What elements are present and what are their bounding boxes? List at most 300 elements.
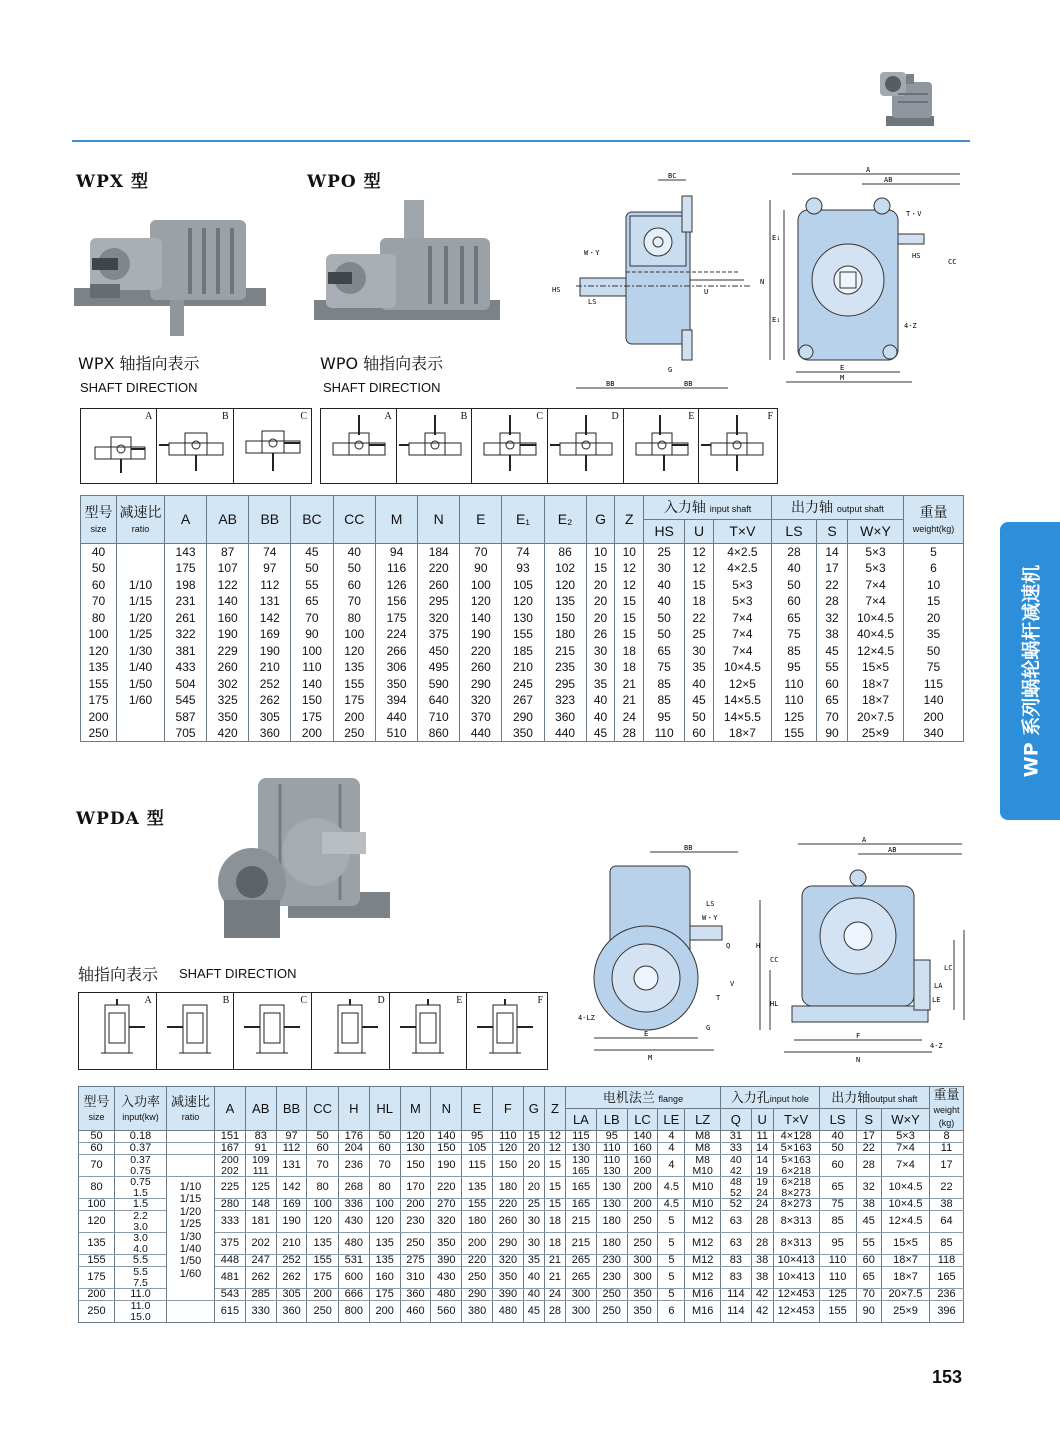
cell-line: M10 bbox=[691, 1198, 714, 1211]
cell-line: 42 bbox=[730, 1164, 742, 1177]
dim-label: M bbox=[840, 374, 845, 382]
table-cell: 260 bbox=[492, 1211, 523, 1233]
table-cell: 440 bbox=[376, 709, 418, 726]
dim-label: E bbox=[644, 1030, 649, 1038]
dim-label: BC bbox=[668, 172, 677, 180]
table-cell: 70 bbox=[460, 544, 502, 561]
cell-line: 215 bbox=[571, 1215, 591, 1228]
table-cell bbox=[751, 1301, 773, 1323]
table-cell: 175 bbox=[376, 610, 418, 627]
table-cell: 45 bbox=[523, 1301, 544, 1323]
table-cell: 135 bbox=[333, 659, 376, 676]
col-tv: T×V bbox=[773, 1109, 819, 1131]
table-cell bbox=[627, 1143, 658, 1155]
table-cell: 215 bbox=[544, 643, 586, 660]
table-cell: 18 bbox=[544, 1211, 565, 1233]
cell-line: 114 bbox=[727, 1288, 745, 1301]
table-cell: 40 bbox=[81, 544, 117, 561]
table-cell: 155 bbox=[771, 725, 816, 742]
table-cell: 135 bbox=[81, 659, 117, 676]
header-cn: 型号 bbox=[83, 1093, 110, 1109]
table-cell: 40 bbox=[523, 1267, 544, 1289]
table-cell: 200 bbox=[307, 1289, 338, 1301]
cell-line: 300 bbox=[571, 1288, 591, 1301]
table-cell bbox=[685, 1199, 721, 1211]
wpx-wpo-spec-table bbox=[80, 495, 964, 742]
table-cell: 95 bbox=[644, 709, 685, 726]
direction-letter: A bbox=[145, 411, 153, 422]
table-cell: 323 bbox=[544, 692, 586, 709]
wpx-direction-b bbox=[157, 409, 233, 483]
table-cell bbox=[596, 1155, 627, 1177]
col-bc: BC bbox=[291, 496, 333, 544]
table-cell: 156 bbox=[376, 593, 418, 610]
table-cell: 175 bbox=[307, 1267, 338, 1289]
table-cell: 7×4 bbox=[713, 626, 771, 643]
table-cell bbox=[596, 1301, 627, 1323]
table-cell: 170 bbox=[400, 1177, 431, 1199]
table-cell: 94 bbox=[376, 544, 418, 561]
table-cell: 40 bbox=[644, 577, 685, 594]
table-row bbox=[81, 544, 964, 561]
table-cell: 350 bbox=[492, 1267, 523, 1289]
table-cell: 200 bbox=[400, 1199, 431, 1211]
table-cell bbox=[627, 1233, 658, 1255]
table-cell: 190 bbox=[431, 1155, 462, 1177]
cell-line: 350 bbox=[633, 1305, 652, 1318]
cell-line: 110 bbox=[603, 1154, 621, 1166]
table-cell: 280 bbox=[215, 1199, 246, 1211]
table-cell bbox=[751, 1143, 773, 1155]
table-cell bbox=[596, 1177, 627, 1199]
table-cell: 32 bbox=[817, 610, 848, 627]
table-cell: 190 bbox=[207, 626, 249, 643]
table-cell: 25×9 bbox=[882, 1301, 930, 1323]
table-cell bbox=[685, 1233, 721, 1255]
table-cell: 175 bbox=[291, 709, 333, 726]
table-cell: 93 bbox=[502, 560, 544, 577]
table-cell: 7×4 bbox=[713, 643, 771, 660]
table-cell: 590 bbox=[418, 676, 460, 693]
dim-label: N bbox=[760, 278, 765, 286]
table-cell: 28 bbox=[856, 1155, 881, 1177]
table-cell: 160 bbox=[369, 1267, 400, 1289]
cell-line: 1.5 bbox=[132, 1198, 149, 1211]
table-cell: 5×3 bbox=[713, 593, 771, 610]
table-cell: 10 bbox=[904, 577, 964, 594]
ratio-value: 1/60 bbox=[128, 693, 153, 707]
dim-label: G bbox=[706, 1024, 711, 1032]
col-tv: T×V bbox=[713, 520, 771, 544]
table-cell-weight: 236 bbox=[930, 1289, 964, 1301]
table-cell bbox=[773, 1199, 819, 1211]
table-cell: 116 bbox=[376, 560, 418, 577]
table-cell: 131 bbox=[276, 1155, 307, 1177]
table-cell: 262 bbox=[245, 1267, 276, 1289]
table-cell: 433 bbox=[165, 659, 207, 676]
table-cell: 4 bbox=[658, 1131, 685, 1143]
table-cell: 18×7 bbox=[882, 1255, 930, 1267]
table-cell: 83 bbox=[245, 1131, 276, 1143]
col-f: F bbox=[492, 1087, 523, 1131]
wpo-direction-c bbox=[472, 409, 548, 483]
table-cell: 110 bbox=[291, 659, 333, 676]
table-cell bbox=[115, 1233, 167, 1255]
table-cell: 10 bbox=[615, 544, 644, 561]
cell-line: 28 bbox=[756, 1215, 769, 1228]
wpx-direction-c bbox=[234, 409, 311, 483]
col-n: N bbox=[418, 496, 460, 544]
table-cell: 45 bbox=[856, 1211, 881, 1233]
table-cell: 143 bbox=[165, 544, 207, 561]
table-cell: 70 bbox=[291, 610, 333, 627]
table-cell: 285 bbox=[245, 1289, 276, 1301]
top-accent-rule bbox=[72, 140, 970, 142]
wpx-shaft-direction-diagrams bbox=[80, 408, 312, 484]
table-cell: 60 bbox=[333, 577, 376, 594]
table-cell: 200 bbox=[333, 709, 376, 726]
table-cell bbox=[596, 1289, 627, 1301]
table-cell: 28 bbox=[771, 544, 816, 561]
cell-line: 111 bbox=[252, 1164, 269, 1177]
table-cell: 140 bbox=[431, 1131, 462, 1143]
table-cell: 142 bbox=[276, 1177, 307, 1199]
cell-line: 130 bbox=[602, 1164, 621, 1177]
table-cell: 430 bbox=[431, 1267, 462, 1289]
table-cell: 110 bbox=[819, 1267, 856, 1289]
table-cell: 55 bbox=[817, 659, 848, 676]
dim-label: LA bbox=[934, 982, 943, 990]
header-en: size bbox=[90, 523, 107, 534]
table-cell: 140 bbox=[460, 610, 502, 627]
table-cell: 24 bbox=[544, 1289, 565, 1301]
table-cell: 22 bbox=[856, 1143, 881, 1155]
table-cell: 184 bbox=[418, 544, 460, 561]
table-cell: 200 bbox=[369, 1301, 400, 1323]
cell-line: 10×413 bbox=[777, 1271, 815, 1284]
table-cell: 460 bbox=[400, 1301, 431, 1323]
wpda-direction-a bbox=[79, 993, 157, 1069]
table-cell: 38 bbox=[817, 626, 848, 643]
table-cell: 150 bbox=[291, 692, 333, 709]
dim-label: T・V bbox=[906, 210, 922, 218]
cell-line: 250 bbox=[633, 1237, 652, 1250]
table-cell: 60 bbox=[771, 593, 816, 610]
table-cell: 100 bbox=[291, 643, 333, 660]
cell-line: 300 bbox=[633, 1254, 652, 1267]
table-cell: 320 bbox=[492, 1255, 523, 1267]
table-cell: 120 bbox=[369, 1211, 400, 1233]
cell-line: 140 bbox=[633, 1130, 652, 1143]
cell-line: 265 bbox=[571, 1271, 591, 1284]
table-cell: 28 bbox=[615, 725, 644, 742]
table-cell: 18×7 bbox=[713, 725, 771, 742]
col-u: U bbox=[751, 1109, 773, 1131]
table-cell: 155 bbox=[333, 676, 376, 693]
table-cell: 267 bbox=[502, 692, 544, 709]
table-cell: 250 bbox=[462, 1267, 493, 1289]
table-cell: 50 bbox=[333, 560, 376, 577]
cell-line: 5.5 bbox=[132, 1254, 149, 1267]
col-q: Q bbox=[721, 1109, 752, 1131]
table-cell-size: 175 bbox=[79, 1267, 115, 1289]
table-cell bbox=[565, 1211, 596, 1233]
dim-label: CC bbox=[770, 956, 779, 964]
col-ls: LS bbox=[819, 1109, 856, 1131]
table-cell: 65 bbox=[819, 1177, 856, 1199]
table-cell: 167 bbox=[215, 1143, 246, 1155]
header-en: input hole bbox=[769, 1093, 809, 1104]
cell-line: 8×313 bbox=[780, 1237, 812, 1250]
table-cell bbox=[565, 1267, 596, 1289]
cell-line: 160 bbox=[633, 1154, 652, 1166]
table-cell: 5 bbox=[658, 1255, 685, 1267]
table-cell: 247 bbox=[245, 1255, 276, 1267]
table-cell: 120 bbox=[502, 593, 544, 610]
table-cell bbox=[115, 1301, 167, 1323]
cell-line: 202 bbox=[221, 1164, 239, 1177]
table-cell bbox=[245, 1155, 276, 1177]
cell-line: 180 bbox=[602, 1215, 621, 1228]
table-cell: 40 bbox=[523, 1289, 544, 1301]
table-cell: 420 bbox=[207, 725, 249, 742]
header-cn: 出力轴 bbox=[831, 1089, 871, 1105]
dim-label: F bbox=[856, 1032, 861, 1040]
table-cell: 180 bbox=[544, 626, 586, 643]
col-cc: CC bbox=[333, 496, 376, 544]
table-cell: 615 bbox=[215, 1301, 246, 1323]
table-cell: 70 bbox=[817, 709, 848, 726]
table-cell: 122 bbox=[207, 577, 249, 594]
table-cell bbox=[215, 1155, 246, 1177]
table-cell: 220 bbox=[462, 1255, 493, 1267]
table-cell bbox=[596, 1143, 627, 1155]
table-cell bbox=[773, 1289, 819, 1301]
table-cell bbox=[773, 1211, 819, 1233]
col-flange bbox=[565, 1087, 720, 1109]
table-cell: 135 bbox=[369, 1233, 400, 1255]
table-cell: 125 bbox=[771, 709, 816, 726]
cell-line: 11.0 bbox=[130, 1288, 151, 1301]
dim-label: E bbox=[840, 364, 845, 372]
wpo-title: WPO 型 bbox=[307, 172, 382, 192]
cell-line: 265 bbox=[571, 1254, 591, 1267]
table-cell: 6 bbox=[904, 560, 964, 577]
col-z: Z bbox=[544, 1087, 565, 1131]
ratio-value: 1/10 bbox=[128, 577, 153, 592]
table-cell: 350 bbox=[431, 1233, 462, 1255]
col-size bbox=[79, 1087, 115, 1131]
header-en: output shaft bbox=[870, 1093, 918, 1104]
cell-line: 19 bbox=[756, 1176, 768, 1188]
header-en: size bbox=[88, 1111, 105, 1122]
cell-line: 215 bbox=[571, 1237, 591, 1250]
col-le: LE bbox=[658, 1109, 685, 1131]
col-g: G bbox=[523, 1087, 544, 1131]
table-cell: 330 bbox=[245, 1301, 276, 1323]
table-cell: 85 bbox=[644, 676, 685, 693]
table-cell bbox=[773, 1267, 819, 1289]
table-cell-size: 200 bbox=[79, 1289, 115, 1301]
wpo-shaft-direction-diagrams bbox=[320, 408, 778, 484]
table-cell-size: 50 bbox=[79, 1131, 115, 1143]
ratio-value: 1/20 bbox=[128, 610, 153, 625]
table-cell: 705 bbox=[165, 725, 207, 742]
table-cell: 169 bbox=[276, 1199, 307, 1211]
col-ab: AB bbox=[207, 496, 249, 544]
table-row bbox=[79, 1143, 964, 1155]
cell-line: 12×453 bbox=[777, 1288, 815, 1301]
col-s: S bbox=[817, 520, 848, 544]
dim-label: 4-Z bbox=[930, 1042, 943, 1050]
cell-line: 4.0 bbox=[133, 1242, 148, 1255]
table-cell: 250 bbox=[400, 1233, 431, 1255]
table-cell-weight: 165 bbox=[930, 1267, 964, 1289]
table-cell: 70 bbox=[369, 1155, 400, 1177]
table-cell: 50 bbox=[904, 643, 964, 660]
table-cell: 15 bbox=[615, 593, 644, 610]
table-cell: 495 bbox=[418, 659, 460, 676]
table-cell: 560 bbox=[431, 1301, 462, 1323]
table-cell: 310 bbox=[400, 1267, 431, 1289]
table-cell bbox=[627, 1301, 658, 1323]
table-cell: 20 bbox=[586, 577, 615, 594]
table-cell: 65 bbox=[856, 1267, 881, 1289]
table-cell: 45 bbox=[685, 692, 714, 709]
table-cell: 210 bbox=[249, 659, 291, 676]
col-ratio bbox=[167, 1087, 215, 1131]
table-cell: 290 bbox=[460, 676, 502, 693]
col-z: Z bbox=[615, 496, 644, 544]
cell-line: 33 bbox=[729, 1142, 742, 1155]
col-hs: HS bbox=[644, 520, 685, 544]
table-cell: 38 bbox=[856, 1199, 881, 1211]
header-en: input(kw) bbox=[122, 1111, 159, 1122]
table-cell bbox=[685, 1131, 721, 1143]
header-en: (kg) bbox=[938, 1118, 955, 1129]
table-cell: 235 bbox=[544, 659, 586, 676]
table-cell bbox=[115, 1289, 167, 1301]
table-cell: 100 bbox=[460, 577, 502, 594]
ratio-value: 1/10 bbox=[179, 1181, 202, 1193]
table-cell: 112 bbox=[276, 1143, 307, 1155]
col-e2: E₂ bbox=[544, 496, 586, 544]
table-cell bbox=[751, 1131, 773, 1143]
cell-line: 3.0 bbox=[133, 1232, 148, 1244]
table-cell: 10×4.5 bbox=[882, 1177, 930, 1199]
table-cell: 180 bbox=[492, 1177, 523, 1199]
table-cell: 155 bbox=[307, 1255, 338, 1267]
col-a: A bbox=[215, 1087, 246, 1131]
table-cell: 260 bbox=[207, 659, 249, 676]
cell-line: 42 bbox=[756, 1288, 769, 1301]
table-cell: 28 bbox=[544, 1301, 565, 1323]
table-cell: 60 bbox=[307, 1143, 338, 1155]
ratio-value: 1/50 bbox=[128, 676, 153, 691]
table-cell: 220 bbox=[431, 1177, 462, 1199]
col-u: U bbox=[685, 520, 714, 544]
cell-line: 5×163 bbox=[780, 1142, 812, 1155]
table-cell: 50 bbox=[771, 577, 816, 594]
col-e: E bbox=[460, 496, 502, 544]
table-cell bbox=[565, 1289, 596, 1301]
table-cell-ratio bbox=[167, 1155, 215, 1177]
table-cell: 10×4.5 bbox=[713, 659, 771, 676]
table-cell: 20 bbox=[523, 1155, 544, 1177]
table-cell: 12 bbox=[685, 544, 714, 561]
table-cell: 480 bbox=[338, 1233, 369, 1255]
table-cell: 95 bbox=[819, 1233, 856, 1255]
dim-label: AB bbox=[888, 846, 897, 854]
cell-line: 3.0 bbox=[133, 1220, 148, 1233]
cell-line: 63 bbox=[729, 1215, 742, 1228]
cell-line: M8 bbox=[695, 1130, 711, 1143]
table-cell: 210 bbox=[276, 1233, 307, 1255]
table-cell: 110 bbox=[819, 1255, 856, 1267]
wpda-shaft-direction-diagrams bbox=[78, 992, 548, 1070]
table-cell: 6 bbox=[658, 1301, 685, 1323]
cell-line: M8 bbox=[695, 1154, 710, 1166]
table-cell: 200 bbox=[291, 725, 333, 742]
table-cell: 105 bbox=[462, 1143, 493, 1155]
table-cell: 60 bbox=[856, 1255, 881, 1267]
table-row bbox=[81, 626, 964, 643]
cell-line: 180 bbox=[602, 1237, 621, 1250]
table-cell: 65 bbox=[291, 593, 333, 610]
cell-line: 7.5 bbox=[133, 1276, 148, 1289]
cell-line: 130 bbox=[602, 1198, 621, 1211]
table-cell bbox=[115, 1199, 167, 1211]
table-cell: 224 bbox=[376, 626, 418, 643]
table-cell bbox=[721, 1199, 752, 1211]
cell-line: M12 bbox=[691, 1254, 714, 1267]
table-cell: 15 bbox=[615, 610, 644, 627]
dim-label: LE bbox=[932, 996, 941, 1004]
series-side-tab bbox=[1000, 522, 1060, 820]
cell-line: 200 bbox=[633, 1198, 652, 1211]
table-cell: 24 bbox=[615, 709, 644, 726]
cell-line: 83 bbox=[729, 1271, 742, 1284]
cell-line: 52 bbox=[729, 1198, 742, 1211]
table-cell: 155 bbox=[502, 626, 544, 643]
table-cell: 18 bbox=[615, 659, 644, 676]
table-cell: 105 bbox=[502, 577, 544, 594]
cell-line: 6×218 bbox=[781, 1164, 811, 1177]
cell-line: 130 bbox=[571, 1142, 591, 1155]
table-cell: 125 bbox=[245, 1177, 276, 1199]
cell-line: M10 bbox=[692, 1164, 713, 1177]
table-cell bbox=[751, 1211, 773, 1233]
table-cell: 80 bbox=[81, 610, 117, 627]
table-cell: 12 bbox=[615, 560, 644, 577]
table-cell: 5×3 bbox=[713, 577, 771, 594]
wpda-gearbox-photo bbox=[214, 772, 392, 952]
dim-label: E₁ bbox=[772, 316, 781, 324]
ratio-value: 1/25 bbox=[179, 1218, 202, 1231]
table-cell: 5×3 bbox=[882, 1131, 930, 1143]
table-cell: 587 bbox=[165, 709, 207, 726]
table-cell: 60 bbox=[81, 577, 117, 594]
table-cell: 30 bbox=[644, 560, 685, 577]
table-cell bbox=[565, 1177, 596, 1199]
col-input-shaft bbox=[644, 496, 772, 520]
table-row bbox=[81, 692, 964, 709]
table-cell: 40×4.5 bbox=[848, 626, 904, 643]
col-e: E bbox=[462, 1087, 493, 1131]
dim-label: A bbox=[862, 836, 867, 844]
cell-line: 48 bbox=[730, 1176, 742, 1188]
wpo-direction-b bbox=[397, 409, 473, 483]
